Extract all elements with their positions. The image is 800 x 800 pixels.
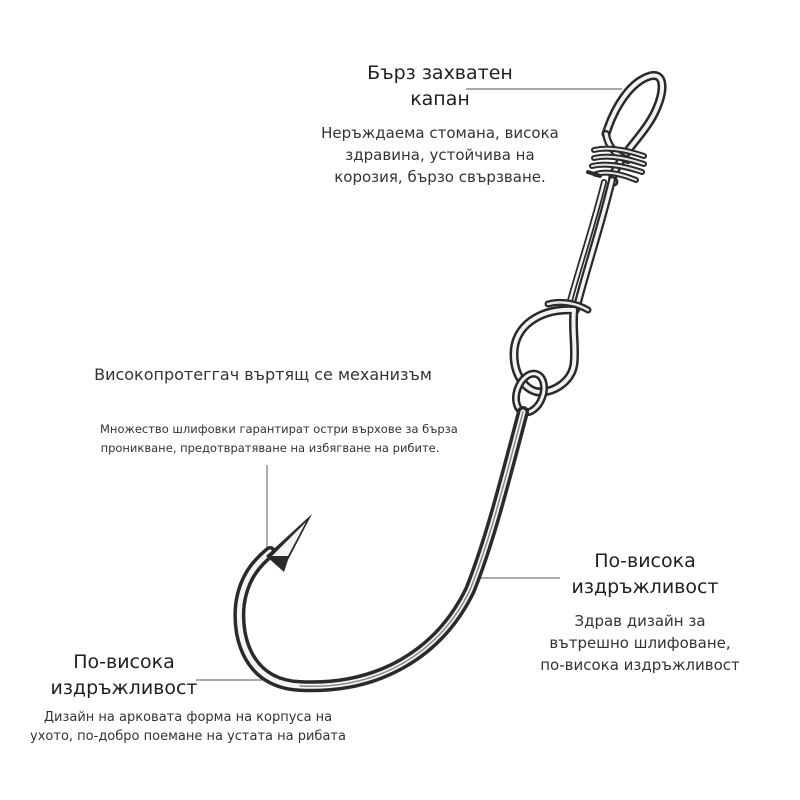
swivel-description [100,420,458,458]
swivel-title [70,364,456,386]
bend-title-line-2: издръжливост [50,677,198,699]
shank-desc-line-3: по-висока издръжливост [540,656,740,674]
bend-title [40,649,208,701]
snap-title-line-2: капан [410,88,470,110]
bend-description [10,708,366,746]
shank-title-line-1: По-висока [594,550,696,572]
swivel-desc-line-2: проникване, предотвратяване на избягване на рибите. [100,441,440,455]
shank-title [558,548,732,600]
bend-desc-line-1: Дизайн на арковата форма на корпуса на [43,710,333,725]
snap-desc-line-3: корозия, бързо свързване. [334,168,546,186]
shank-desc-line-1: Здрав дизайн за [574,612,706,630]
snap-title-line-1: Бърз захватен [367,62,513,84]
swivel-desc-line-1: Множество шлифовки гарантират остри върхове за бърза [100,422,458,436]
hook-point-icon [266,514,312,572]
snap-description [300,122,580,188]
bend-title-line-1: По-висока [73,651,175,673]
snap-title [352,60,528,112]
shank-title-line-2: издръжливост [571,576,719,598]
snap-wire-icon [568,180,612,310]
shank-desc-line-2: вътрешно шлифоване, [549,634,731,652]
snap-desc-line-2: здравина, устойчива на [345,146,535,164]
bend-desc-line-2: ухото, по-добро поемане на устата на рибата [30,729,346,744]
snap-desc-line-1: Неръждаема стомана, висока [321,124,559,142]
shank-description [512,610,768,676]
swivel-title-line-1: Високопротеггач въртящ се механизъм [94,365,432,384]
